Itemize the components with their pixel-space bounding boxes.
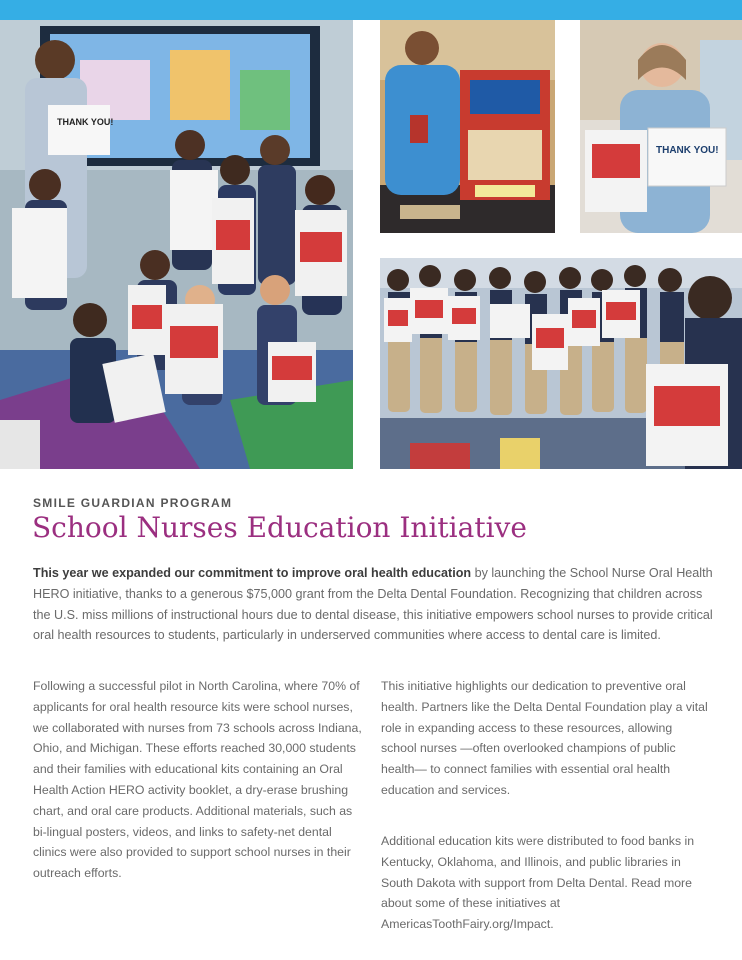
thank-you-sign-text: THANK YOU!	[57, 117, 114, 127]
intro-paragraph	[33, 563, 718, 646]
thank-you-sign-text: THANK YOU!	[656, 145, 719, 156]
page-title: School Nurses Education Initiative	[32, 511, 527, 544]
photo-students-row	[380, 258, 742, 469]
intro-body: by launching the School Nurse Oral Health HERO initiative, thanks to a generous $75,000 grant from the Delta Dental Foundation. Recognizing that children across the U.S. miss millions of instructional hours due to dental disease, this initiative empowers school nurses to provide critical oral health resources to students, particularly in underserved communities where access to dental care is limited.	[33, 566, 713, 643]
photo-thank-you-sign	[580, 20, 742, 233]
right-column-paragraph-1: This initiative highlights our dedication to preventive oral health. Partners like the Delta Dental Foundation play a vital role in expanding access to these resources, allowing school nurses —often overlooked champions of public health— to connect families with essential oral health education and services.	[381, 679, 708, 797]
photo-volunteer-display	[380, 20, 555, 233]
photo-classroom-group	[0, 20, 353, 469]
program-eyebrow: SMILE GUARDIAN PROGRAM	[33, 496, 233, 510]
intro-lead: This year we expanded our commitment to improve oral health education	[33, 566, 472, 580]
top-accent-bar	[0, 0, 742, 20]
right-column-paragraph-2: Additional education kits were distributed to food banks in Kentucky, Oklahoma, and Illinois, and public libraries in South Dakota with support from Delta Dental. Read more about some of these initiatives at AmericasToothFairy.org/Impact.	[381, 834, 695, 932]
left-column-paragraph: Following a successful pilot in North Carolina, where 70% of applicants for oral health resource kits were school nurses, we collaborated with nurses from 73 schools across Indiana, Ohio, and Michigan. These efforts reached 30,000 students and their families with educational kits containing an Oral Health Action HERO activity booklet, a dry-erase brushing chart, and oral care products. Additional materials, such as bi-lingual posters, videos, and links to safety-net dental clinics were also provided to support school nurses in their outreach efforts.	[33, 679, 362, 881]
